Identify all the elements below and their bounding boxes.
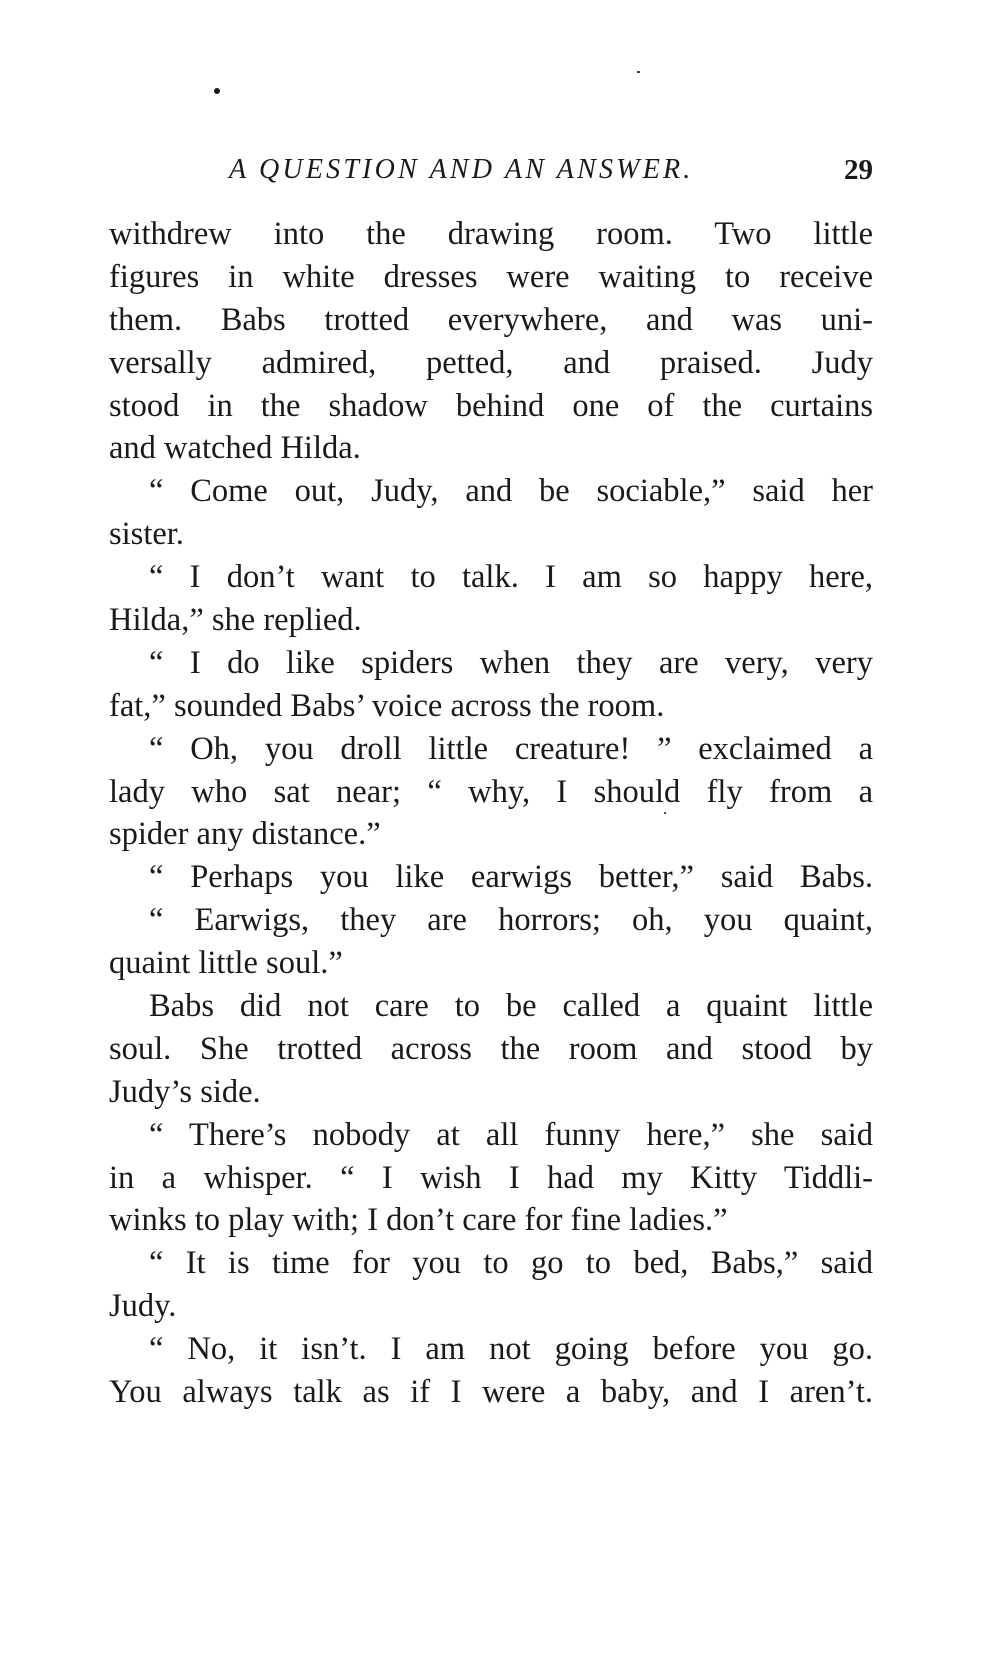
text-line: quaint little soul.” <box>109 945 343 982</box>
text-line: “ Oh, you droll little creature! ” exclaimed a <box>149 730 873 767</box>
text-line: “ There’s nobody at all funny here,” she said <box>149 1116 873 1153</box>
text-line: soul. She trotted across the room and stood by <box>109 1030 873 1067</box>
text-line: Judy. <box>109 1288 177 1325</box>
text-line: versally admired, petted, and praised. Judy <box>109 344 873 381</box>
running-title: A QUESTION AND AN ANSWER. <box>229 154 694 185</box>
text-line: lady who sat near; “ why, I should fly from a <box>109 773 873 810</box>
text-line: sister. <box>109 516 184 553</box>
text-line: them. Babs trotted everywhere, and was uni- <box>109 301 873 338</box>
text-line: “ I do like spiders when they are very, very <box>149 644 873 681</box>
body-text <box>109 213 873 1414</box>
text-line: “ Perhaps you like earwigs better,” said Babs. <box>149 859 873 896</box>
text-line: “ Earwigs, they are horrors; oh, you quaint, <box>149 902 873 939</box>
text-line: You always talk as if I were a baby, and I aren’t. <box>109 1374 873 1411</box>
text-line: fat,” sounded Babs’ voice across the room. <box>109 687 665 724</box>
ink-speck <box>214 88 220 94</box>
text-line: spider any distance.” <box>109 816 381 853</box>
ink-speck <box>637 71 640 73</box>
text-line: “ It is time for you to go to bed, Babs,” said <box>149 1245 873 1282</box>
text-line: Judy’s side. <box>109 1073 261 1110</box>
text-line: in a whisper. “ I wish I had my Kitty Tiddli- <box>109 1159 873 1196</box>
running-header <box>229 151 873 189</box>
text-line: “ Come out, Judy, and be sociable,” said her <box>149 473 873 510</box>
text-line: Babs did not care to be called a quaint little <box>149 988 873 1025</box>
text-line: “ I don’t want to talk. I am so happy here, <box>149 559 873 596</box>
page-number: 29 <box>844 154 873 186</box>
text-line: withdrew into the drawing room. Two little <box>109 216 873 252</box>
text-line: figures in white dresses were waiting to receive <box>109 258 873 295</box>
text-line: “ No, it isn’t. I am not going before you go. <box>149 1331 873 1368</box>
text-line: Hilda,” she replied. <box>109 602 362 639</box>
text-line: and watched Hilda. <box>109 430 361 467</box>
text-line: stood in the shadow behind one of the curtains <box>109 387 873 424</box>
text-line: winks to play with; I don’t care for fine ladies.” <box>109 1202 728 1239</box>
